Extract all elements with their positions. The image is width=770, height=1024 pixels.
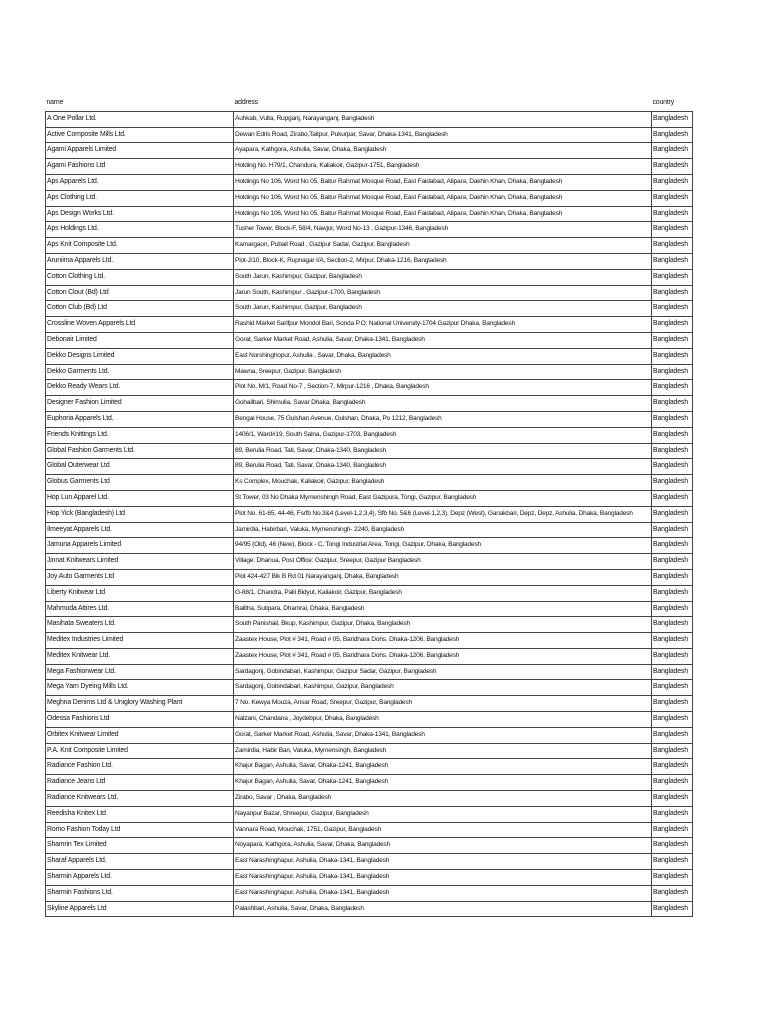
cell-country: Bangladesh xyxy=(652,854,693,870)
cell-name: Jamuna Apparels Limited xyxy=(46,538,234,554)
cell-name: Cotton Club (Bd) Ltd xyxy=(46,301,234,317)
table-row xyxy=(46,664,693,680)
supplier-table xyxy=(45,94,693,917)
cell-name: Skyline Apparels Ltd xyxy=(46,901,234,917)
cell-country: Bangladesh xyxy=(652,885,693,901)
cell-address: Nayanpur Bazar, Shreepur, Gazipur, Bangladesh xyxy=(234,806,652,822)
table-row xyxy=(46,680,693,696)
column-header-name: name xyxy=(46,94,234,111)
cell-address: East Narashinghapur, Ashulia, Dhaka-1341, Bangladesh xyxy=(234,870,652,886)
cell-name: Cotton Clout (Bd) Ltd xyxy=(46,285,234,301)
cell-country: Bangladesh xyxy=(652,664,693,680)
cell-country: Bangladesh xyxy=(652,522,693,538)
table-row xyxy=(46,427,693,443)
cell-address: 89, Berulia Road, Tati, Savar, Dhaka-1340, Bangladesh xyxy=(234,443,652,459)
cell-address: South Panishail, Bkup, Kashimpur, Gazipur, Dhaka, Bangladesh xyxy=(234,617,652,633)
cell-address: Khajur Bagan, Ashulia, Savar, Dhaka-1241, Bangladesh xyxy=(234,759,652,775)
cell-name: Meditex Knitwear Ltd. xyxy=(46,648,234,664)
table-row xyxy=(46,380,693,396)
cell-address: Khajur Bagan, Ashulia, Savar, Dhaka-1241, Bangladesh xyxy=(234,775,652,791)
cell-address: Bengal House, 75 Gulshan Avenue, Gulshan, Dhaka, Po 1212, Bangladesh xyxy=(234,411,652,427)
cell-country: Bangladesh xyxy=(652,285,693,301)
cell-country: Bangladesh xyxy=(652,253,693,269)
cell-name: Jinnat Knitwears Limited xyxy=(46,554,234,570)
cell-name: Dekko Garments Ltd. xyxy=(46,364,234,380)
table-row xyxy=(46,332,693,348)
cell-country: Bangladesh xyxy=(652,317,693,333)
cell-name: Designer Fashion Limited xyxy=(46,396,234,412)
table-row xyxy=(46,743,693,759)
cell-country: Bangladesh xyxy=(652,396,693,412)
table-row xyxy=(46,459,693,475)
cell-name: Liberty Knitwear Ltd xyxy=(46,585,234,601)
table-row xyxy=(46,285,693,301)
cell-address: Nalzani, Chandana , Joydebpur, Dhaka, Bangladesh xyxy=(234,712,652,728)
cell-country: Bangladesh xyxy=(652,601,693,617)
cell-address: Zamirdia, Habir Bari, Valuka, Mymensingh, Bangladesh xyxy=(234,743,652,759)
cell-address: Holdings No 106, Word No 05, Baitur Rahmat Mosque Road, East Faidabad, Atipara, Dakhin Khan, Dhaka, Bangladesh xyxy=(234,190,652,206)
cell-address: Auhkab, Vulta, Rupganj, Narayanganj, Bangladesh xyxy=(234,111,652,127)
table-row xyxy=(46,696,693,712)
cell-country: Bangladesh xyxy=(652,190,693,206)
table-row xyxy=(46,759,693,775)
cell-name: Aps Design Works Ltd. xyxy=(46,206,234,222)
table-row xyxy=(46,348,693,364)
cell-address: Gorat, Sarker Market Road, Ashulia, Savar, Dhaka-1341, Bangladesh xyxy=(234,727,652,743)
table-row xyxy=(46,475,693,491)
table-row xyxy=(46,838,693,854)
table-row xyxy=(46,490,693,506)
cell-address: Holdings No 106, Word No 05, Baitur Rahmat Mosque Road, East Faidabad, Atipara, Dakhin Khan, Dhaka, Bangladesh xyxy=(234,206,652,222)
cell-address: Dewan Edris Road, Zirabo,Taitpur, Pukurpar, Savar, Dhaka-1341, Bangladesh xyxy=(234,127,652,143)
cell-country: Bangladesh xyxy=(652,822,693,838)
cell-name: Aps Clothing Ltd. xyxy=(46,190,234,206)
table-row xyxy=(46,159,693,175)
table-row xyxy=(46,727,693,743)
cell-address: Plot No. M/1, Road No-7 , Section-7, Mirpur-1216 , Dhaka, Bangladesh xyxy=(234,380,652,396)
table-row xyxy=(46,648,693,664)
table-row xyxy=(46,253,693,269)
cell-address: Zaastex House, Plot # 341, Road # 05, Baridhara Dohs. Dhaka-1206, Bangladesh xyxy=(234,648,652,664)
cell-name: Sharaf Apparels Ltd. xyxy=(46,854,234,870)
cell-address: 1406/1, Ward#19, South Salna, Gazipur-1703, Bangladesh xyxy=(234,427,652,443)
header-row xyxy=(46,94,693,111)
table-row xyxy=(46,822,693,838)
cell-address: Sardagonj, Gobindabari, Kashimpur, Gazipur Sadar, Gazipur, Bangladesh xyxy=(234,664,652,680)
cell-address: Kamargaon, Pubail Road , Gazipur Sadar, Gazipur, Bangladesh xyxy=(234,238,652,254)
cell-address: Mawna, Sreepur, Gazipur. Bangladesh xyxy=(234,364,652,380)
cell-country: Bangladesh xyxy=(652,775,693,791)
cell-address: 89, Berulia Road, Tati, Savar, Dhaka-1340, Bangladesh xyxy=(234,459,652,475)
cell-name: Radiance Fashion Ltd. xyxy=(46,759,234,775)
cell-name: Aps Knit Composite Ltd. xyxy=(46,238,234,254)
cell-name: Debonair Limited xyxy=(46,332,234,348)
cell-country: Bangladesh xyxy=(652,585,693,601)
cell-name: Orbitex Knitwear Limited xyxy=(46,727,234,743)
cell-address: Balitha, Sutipara, Dhamrai, Dhaka, Bangladesh xyxy=(234,601,652,617)
cell-address: South Jarun, Kashimpur, Gazipur, Bangladesh xyxy=(234,301,652,317)
table-row xyxy=(46,222,693,238)
table-row xyxy=(46,127,693,143)
cell-name: Ilmeeyat Apparels Ltd. xyxy=(46,522,234,538)
cell-name: Mega Fashionwear Ltd. xyxy=(46,664,234,680)
cell-country: Bangladesh xyxy=(652,380,693,396)
cell-name: Meditex Industries Limited xyxy=(46,633,234,649)
table-row xyxy=(46,854,693,870)
cell-country: Bangladesh xyxy=(652,269,693,285)
cell-address: 7 No. Kewya Mouza, Ansar Road, Sreepur, Gazipur, Bangladesh xyxy=(234,696,652,712)
cell-name: Mahmuda Attires Ltd. xyxy=(46,601,234,617)
cell-name: Cotton Clothing Ltd. xyxy=(46,269,234,285)
cell-name: Globus Garments Ltd xyxy=(46,475,234,491)
cell-name: Odessa Fashions Ltd xyxy=(46,712,234,728)
cell-country: Bangladesh xyxy=(652,838,693,854)
cell-country: Bangladesh xyxy=(652,554,693,570)
cell-address: Plot-J/10, Block-K, Rupnagar I/A, Section-2, Mirpur, Dhaka-1216, Bangladesh xyxy=(234,253,652,269)
cell-country: Bangladesh xyxy=(652,332,693,348)
table-row xyxy=(46,901,693,917)
table-row xyxy=(46,775,693,791)
cell-name: Mega Yarn Dyeing Mills Ltd. xyxy=(46,680,234,696)
table-row xyxy=(46,617,693,633)
cell-address: East Norshinghopur, Ashulia , Savar, Dhaka, Bangladesh xyxy=(234,348,652,364)
cell-country: Bangladesh xyxy=(652,901,693,917)
cell-name: Aruniima Apparels Ltd. xyxy=(46,253,234,269)
table-row xyxy=(46,569,693,585)
table-row xyxy=(46,443,693,459)
cell-country: Bangladesh xyxy=(652,696,693,712)
cell-address: Tusher Tower, Block-F, 58/4, Nawjor, Word No-13 , Gazipur-1346, Bangladesh xyxy=(234,222,652,238)
cell-address: East Narashinghapur, Ashulia, Dhaka-1341, Bangladesh xyxy=(234,854,652,870)
table-row xyxy=(46,601,693,617)
cell-country: Bangladesh xyxy=(652,680,693,696)
table-row xyxy=(46,712,693,728)
table-row xyxy=(46,554,693,570)
cell-country: Bangladesh xyxy=(652,490,693,506)
cell-country: Bangladesh xyxy=(652,633,693,649)
cell-address: East Narashinghapur, Ashulia, Dhaka-1341, Bangladesh xyxy=(234,885,652,901)
table-row xyxy=(46,111,693,127)
cell-address: Jarun South, Kashimpur , Gazipur-1700, Bangladesh xyxy=(234,285,652,301)
cell-country: Bangladesh xyxy=(652,648,693,664)
cell-address: Zaastex House, Plot # 341, Road # 05, Baridhara Dohs. Dhaka-1206, Bangladesh xyxy=(234,633,652,649)
cell-name: Global Outerwear Ltd xyxy=(46,459,234,475)
table-row xyxy=(46,396,693,412)
cell-address: Plot No. 61-65, 44-46, Fsrfb No.3&4 (Level-1,2,3,4), Sfb No. 5&6 (Level-1,2,3), Depz (West), Ganakbari, Depz, Depz, Ashulia, Dhaka, Bangladesh xyxy=(234,506,652,522)
cell-name: Euphoria Apparels Ltd. xyxy=(46,411,234,427)
cell-address: Noyapara, Kathgora, Ashulia, Savar, Dhaka, Bangladesh xyxy=(234,838,652,854)
cell-country: Bangladesh xyxy=(652,238,693,254)
table-row xyxy=(46,806,693,822)
cell-address: Ayapara, Kathgora, Ashulia, Savar, Dhaka, Bangladesh xyxy=(234,143,652,159)
cell-address: Sardagonj, Gobindabari, Kashimpur, Gazipur, Bangladesh xyxy=(234,680,652,696)
cell-name: Sharmin Apparels Ltd. xyxy=(46,870,234,886)
cell-name: Active Composite Mills Ltd. xyxy=(46,127,234,143)
table-row xyxy=(46,506,693,522)
cell-country: Bangladesh xyxy=(652,459,693,475)
cell-address: Holding No. H79/1, Chandura, Kaliakoir, Gazipur-1751, Bangladesh xyxy=(234,159,652,175)
cell-address: Ks Complex, Mouchak, Kaliakoir, Gazipur, Bangladesh xyxy=(234,475,652,491)
cell-name: Dekko Designs Limited xyxy=(46,348,234,364)
cell-name: Global Fashion Garments Ltd. xyxy=(46,443,234,459)
cell-country: Bangladesh xyxy=(652,159,693,175)
cell-country: Bangladesh xyxy=(652,712,693,728)
cell-country: Bangladesh xyxy=(652,411,693,427)
cell-country: Bangladesh xyxy=(652,506,693,522)
cell-country: Bangladesh xyxy=(652,443,693,459)
cell-address: Vannara Road, Mouchak, 1751, Gazipur, Bangladesh xyxy=(234,822,652,838)
cell-address: Rashid Market Sarifpur Mondol Bari, Sonda P.O: National University-1704 Gazipur Dhaka, Bangladesh xyxy=(234,317,652,333)
cell-name: Crossline Woven Apparels Ltd xyxy=(46,317,234,333)
cell-country: Bangladesh xyxy=(652,348,693,364)
table-row xyxy=(46,269,693,285)
cell-country: Bangladesh xyxy=(652,743,693,759)
cell-name: Sharmin Fashions Ltd. xyxy=(46,885,234,901)
cell-name: Masihata Sweaters Ltd. xyxy=(46,617,234,633)
cell-name: Friends Knittings Ltd. xyxy=(46,427,234,443)
table-row xyxy=(46,190,693,206)
cell-address: Plot 424-427 Blk B Rd 01 Narayanganj, Dhaka, Bangladesh xyxy=(234,569,652,585)
table-row xyxy=(46,585,693,601)
cell-name: Dekko Ready Wears Ltd. xyxy=(46,380,234,396)
cell-address: Gorat, Sarker Market Road, Ashulia, Savar, Dhaka-1341, Bangladesh xyxy=(234,332,652,348)
cell-name: Radiance Jeans Ltd xyxy=(46,775,234,791)
spreadsheet xyxy=(45,94,692,917)
cell-country: Bangladesh xyxy=(652,727,693,743)
table-body xyxy=(46,111,693,917)
cell-country: Bangladesh xyxy=(652,127,693,143)
cell-name: A One Pollar Ltd. xyxy=(46,111,234,127)
cell-country: Bangladesh xyxy=(652,791,693,807)
table-row xyxy=(46,143,693,159)
table-row xyxy=(46,633,693,649)
cell-name: Joy Auto Garments Ltd xyxy=(46,569,234,585)
table-row xyxy=(46,411,693,427)
cell-name: Hop Yick (Bangladesh) Ltd xyxy=(46,506,234,522)
table-row xyxy=(46,538,693,554)
table-row xyxy=(46,522,693,538)
table-row xyxy=(46,238,693,254)
cell-name: Aps Apparels Ltd. xyxy=(46,174,234,190)
cell-address: Zirabo, Savar , Dhaka, Bangladesh xyxy=(234,791,652,807)
cell-country: Bangladesh xyxy=(652,427,693,443)
table-row xyxy=(46,791,693,807)
cell-country: Bangladesh xyxy=(652,174,693,190)
cell-address: Palashbari, Ashulia, Savar, Dhaka, Bangladesh xyxy=(234,901,652,917)
cell-address: 94/95 (Old), 46 (New), Block - C, Tongi Industrial Area, Tongi, Gazipur, Dhaka, Bangladesh xyxy=(234,538,652,554)
cell-country: Bangladesh xyxy=(652,222,693,238)
cell-name: Reedisha Knitex Ltd xyxy=(46,806,234,822)
table-row xyxy=(46,364,693,380)
cell-country: Bangladesh xyxy=(652,206,693,222)
cell-name: Hop Lun Apparel Ltd. xyxy=(46,490,234,506)
table-row xyxy=(46,174,693,190)
table-row xyxy=(46,317,693,333)
cell-country: Bangladesh xyxy=(652,111,693,127)
cell-country: Bangladesh xyxy=(652,538,693,554)
cell-country: Bangladesh xyxy=(652,759,693,775)
cell-address: Holdings No 106, Word No 05, Baitur Rahmat Mosque Road, East Faidabad, Atipara, Dakhin Khan, Dhaka, Bangladesh xyxy=(234,174,652,190)
cell-name: Radiance Knitwears Ltd. xyxy=(46,791,234,807)
cell-address: Village: Dhanua, Post Office: Gazipur, Sreepur, Gazipur Bangladesh xyxy=(234,554,652,570)
table-row xyxy=(46,206,693,222)
cell-country: Bangladesh xyxy=(652,806,693,822)
cell-country: Bangladesh xyxy=(652,475,693,491)
cell-name: P.A. Knit Composite Limited xyxy=(46,743,234,759)
cell-country: Bangladesh xyxy=(652,364,693,380)
cell-country: Bangladesh xyxy=(652,617,693,633)
cell-country: Bangladesh xyxy=(652,569,693,585)
cell-address: South Jarun, Kashimpur, Gazipur, Bangladesh xyxy=(234,269,652,285)
cell-name: Agami Apparels Limited xyxy=(46,143,234,159)
cell-name: Agami Fashions Ltd xyxy=(46,159,234,175)
cell-address: St Tower, 03 No Dhaka Mymenshingh Road, East Gazipura, Tongi, Gazipur, Bangladesh xyxy=(234,490,652,506)
cell-address: G-88/1, Chandra, Palli Bidyut, Kaliakoir, Gazipur, Bangladesh xyxy=(234,585,652,601)
cell-name: Meghna Denims Ltd & Uniglory Washing Plant xyxy=(46,696,234,712)
cell-name: Aps Holdings Ltd. xyxy=(46,222,234,238)
table-row xyxy=(46,870,693,886)
table-row xyxy=(46,301,693,317)
cell-country: Bangladesh xyxy=(652,301,693,317)
column-header-country: country xyxy=(652,94,693,111)
cell-address: Jamirdia, Habirbari, Valuka, Mymenshingh- 2240, Bangladesh xyxy=(234,522,652,538)
column-header-address: address xyxy=(234,94,652,111)
cell-country: Bangladesh xyxy=(652,870,693,886)
table-row xyxy=(46,885,693,901)
cell-name: Shamrin Tex Limited xyxy=(46,838,234,854)
cell-address: Gohailbari, Shimulia, Savar Dhaka, Bangladesh xyxy=(234,396,652,412)
cell-country: Bangladesh xyxy=(652,143,693,159)
cell-name: Romo Fashion Today Ltd xyxy=(46,822,234,838)
